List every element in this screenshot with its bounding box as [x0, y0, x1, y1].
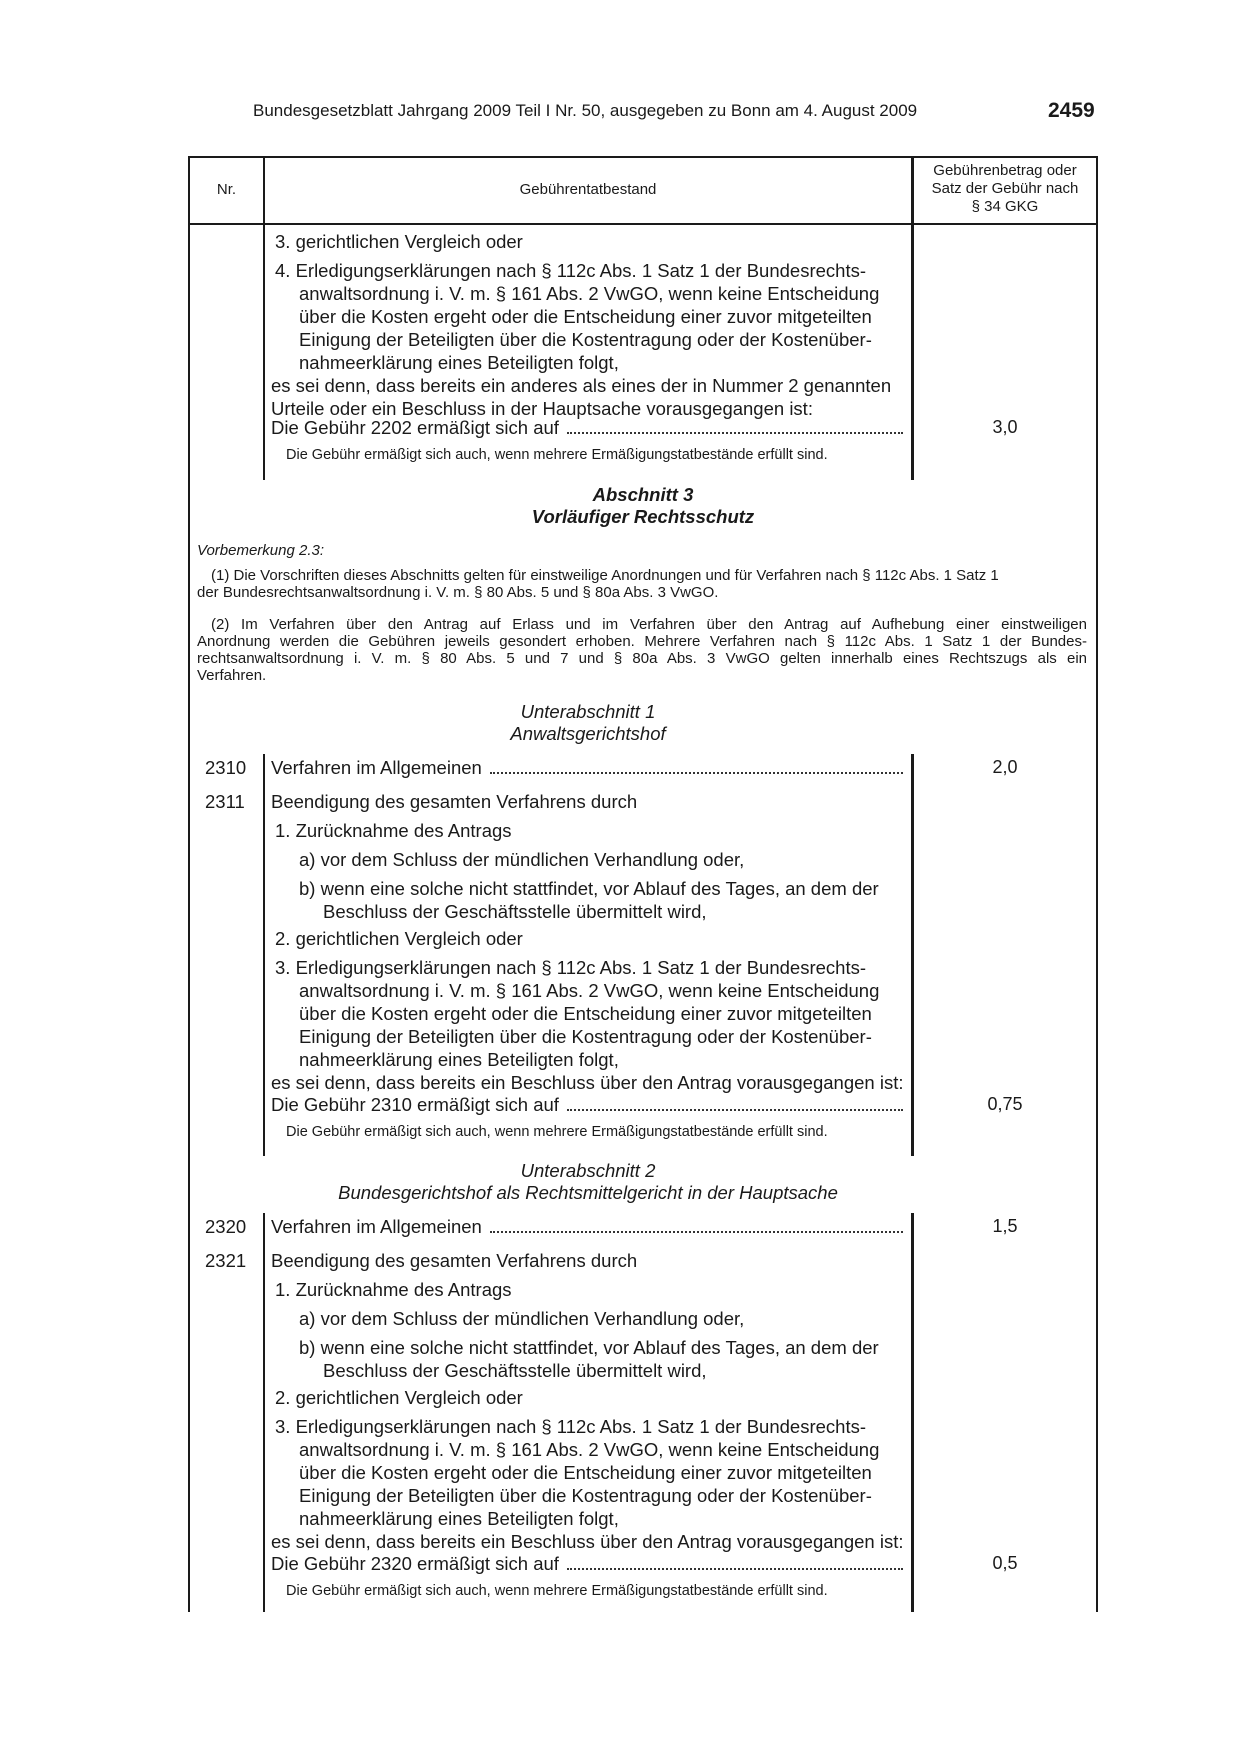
cont-item-3: 3. gerichtlichen Vergleich oder	[275, 231, 523, 252]
row-2310-desc	[271, 756, 907, 779]
prelim-para-2	[197, 616, 1087, 684]
col-header-fee-line3: § 34 GKG	[971, 198, 1039, 215]
running-title: Bundesgesetzblatt Jahrgang 2009 Teil I Nr. 50, ausgegeben zu Bonn am 4. August 2009	[253, 101, 918, 120]
cont-item-4	[275, 259, 879, 374]
prelim-para-2-line2: Anordnung werden die Gebühren jeweils gesondert erhoben. Mehrere Verfahren nach § 112c Abs. 1 Satz 1 der Bundes-	[197, 633, 1087, 650]
row-2321-fee-label: Die Gebühr 2320 ermäßigt sich auf	[271, 1553, 559, 1574]
col-header-desc: Gebührentatbestand	[519, 181, 657, 198]
row-2321-item-3-line5: nahmeerklärung eines Beteiligten folgt,	[299, 1508, 619, 1529]
subsection-2-title: Unterabschnitt 2	[520, 1160, 656, 1181]
prelim-para-2-line3: rechtsanwaltsordnung i. V. m. § 80 Abs. 5 und 7 und § 80a Abs. 3 VwGO gelten innerhalb eines Rechtszugs als ein	[197, 650, 1087, 667]
row-2321-item-3-line2: anwaltsordnung i. V. m. § 161 Abs. 2 VwGO, wenn keine Entscheidung	[299, 1439, 880, 1460]
cont-unless-line1: es sei denn, dass bereits ein anderes als eines der in Nummer 2 genannten	[271, 375, 892, 396]
subsection-1-subtitle: Anwaltsgerichtshof	[510, 723, 666, 744]
row-2310-label: Verfahren im Allgemeinen	[271, 757, 482, 778]
row-2311-fee-value: 0,75	[987, 1094, 1023, 1114]
row-2320-label: Verfahren im Allgemeinen	[271, 1216, 482, 1237]
row-2321-item-3-line3: über die Kosten ergeht oder die Entscheidung einer zuvor mitgeteilten	[299, 1462, 872, 1483]
cont-divider-left	[263, 224, 265, 480]
table-right-border	[1096, 156, 1098, 1612]
prelim-para-1-line2: der Bundesrechtsanwaltsordnung i. V. m. § 80 Abs. 5 und § 80a Abs. 3 VwGO.	[197, 584, 719, 601]
cont-item-4-line4: Einigung der Beteiligten über die Kostentragung oder der Kostenüber-	[299, 329, 872, 350]
subsection-1-title: Unterabschnitt 1	[520, 701, 656, 722]
row-2311-fee-row	[271, 1093, 907, 1116]
row-2311-item-3-line5: nahmeerklärung eines Beteiligten folgt,	[299, 1049, 619, 1070]
row-2311-note: Die Gebühr ermäßigt sich auch, wenn mehrere Ermäßigungstatbestände erfüllt sind.	[286, 1124, 828, 1140]
page-number: 2459	[1048, 99, 1095, 122]
row-2321-note: Die Gebühr ermäßigt sich auch, wenn mehrere Ermäßigungstatbestände erfüllt sind.	[286, 1583, 828, 1599]
cont-fee-value: 3,0	[992, 417, 1018, 437]
row-2311-item-1: 1. Zurücknahme des Antrags	[275, 820, 512, 841]
row-2311-item-3	[275, 956, 879, 1071]
row-2321-item-a: a) vor dem Schluss der mündlichen Verhandlung oder,	[299, 1308, 745, 1329]
row-2311-item-3-line2: anwaltsordnung i. V. m. § 161 Abs. 2 VwGO, wenn keine Entscheidung	[299, 980, 880, 1001]
row-2311-item-3-line1: 3. Erledigungserklärungen nach § 112c Abs. 1 Satz 1 der Bundesrechts-	[275, 957, 866, 978]
sub2-divider-left	[263, 1213, 265, 1612]
row-2311-item-a: a) vor dem Schluss der mündlichen Verhandlung oder,	[299, 849, 745, 870]
row-2311-nr: 2311	[205, 791, 245, 812]
cont-unless-line2: Urteile oder ein Beschluss in der Hauptsache vorausgegangen ist:	[271, 398, 813, 419]
row-2321-item-b-line2: Beschluss der Geschäftsstelle übermittelt wird,	[323, 1360, 707, 1381]
prelim-para-1	[197, 567, 1087, 601]
cont-fee-label: Die Gebühr 2202 ermäßigt sich auf	[271, 417, 559, 438]
row-2321-item-b	[299, 1336, 879, 1382]
row-2311-item-b	[299, 877, 879, 923]
row-2311-item-3-line3: über die Kosten ergeht oder die Entscheidung einer zuvor mitgeteilten	[299, 1003, 872, 1024]
subsection-2-subtitle: Bundesgerichtshof als Rechtsmittelgericht in der Hauptsache	[338, 1182, 838, 1203]
row-2311-item-3-line4: Einigung der Beteiligten über die Kostentragung oder der Kostenüber-	[299, 1026, 872, 1047]
row-2320-nr: 2320	[205, 1216, 247, 1237]
cont-divider-right	[911, 224, 914, 480]
cont-unless	[271, 374, 891, 420]
row-2321-fee-row	[271, 1552, 907, 1575]
row-2310-nr: 2310	[205, 757, 247, 778]
row-2311-item-b-line2: Beschluss der Geschäftsstelle übermittelt wird,	[323, 901, 707, 922]
col-header-fee-line1: Gebührenbetrag oder	[933, 162, 1077, 179]
row-2321-nr: 2321	[205, 1250, 247, 1271]
row-2320-desc	[271, 1215, 907, 1238]
row-2321-head: Beendigung des gesamten Verfahrens durch	[271, 1250, 638, 1271]
row-2321-item-1: 1. Zurücknahme des Antrags	[275, 1279, 512, 1300]
table-left-border	[188, 156, 190, 1612]
cont-fee-row	[271, 416, 907, 439]
row-2321-item-3-line1: 3. Erledigungserklärungen nach § 112c Abs. 1 Satz 1 der Bundesrechts-	[275, 1416, 866, 1437]
row-2310-value: 2,0	[992, 757, 1018, 777]
col-header-nr: Nr.	[216, 181, 237, 198]
sub1-divider-left	[263, 754, 265, 1156]
row-2321-item-2: 2. gerichtlichen Vergleich oder	[275, 1387, 523, 1408]
row-2321-item-b-line1: b) wenn eine solche nicht stattfindet, vor Ablauf des Tages, an dem der	[299, 1337, 879, 1358]
col-header-fee-line2: Satz der Gebühr nach	[931, 180, 1079, 197]
cont-item-4-line1: 4. Erledigungserklärungen nach § 112c Abs. 1 Satz 1 der Bundesrechts-	[275, 260, 866, 281]
row-2311-unless: es sei denn, dass bereits ein Beschluss über den Antrag vorausgegangen ist:	[271, 1072, 904, 1093]
cont-item-4-line5: nahmeerklärung eines Beteiligten folgt,	[299, 352, 619, 373]
prelim-label: Vorbemerkung 2.3:	[197, 542, 325, 559]
col-header-fee	[914, 162, 1096, 216]
row-2321-unless: es sei denn, dass bereits ein Beschluss über den Antrag vorausgegangen ist:	[271, 1531, 904, 1552]
row-2321-fee-value: 0,5	[992, 1553, 1018, 1573]
section-3-title: Abschnitt 3	[592, 484, 694, 505]
subsection-2-heading	[265, 1160, 911, 1204]
prelim-para-2-line4: Verfahren.	[197, 667, 267, 684]
prelim-para-2-line1: (2) Im Verfahren über den Antrag auf Erlass und im Verfahren über den Antrag auf Aufhebung einer einstweiligen	[211, 616, 1087, 633]
cont-note: Die Gebühr ermäßigt sich auch, wenn mehrere Ermäßigungstatbestände erfüllt sind.	[286, 447, 828, 463]
table-header-rule	[188, 223, 1098, 225]
row-2311-fee-label: Die Gebühr 2310 ermäßigt sich auf	[271, 1094, 559, 1115]
cont-item-4-line2: anwaltsordnung i. V. m. § 161 Abs. 2 VwGO, wenn keine Entscheidung	[299, 283, 880, 304]
row-2311-item-b-line1: b) wenn eine solche nicht stattfindet, vor Ablauf des Tages, an dem der	[299, 878, 879, 899]
row-2321-item-3	[275, 1415, 879, 1530]
section-3-heading	[190, 484, 1096, 528]
section-3-subtitle: Vorläufiger Rechtsschutz	[531, 506, 755, 527]
subsection-1-heading	[265, 701, 911, 745]
prelim-para-1-line1: (1) Die Vorschriften dieses Abschnitts gelten für einstweilige Anordnungen und für Verfahren nach § 112c Abs. 1 Satz 1	[211, 567, 999, 584]
row-2321-item-3-line4: Einigung der Beteiligten über die Kostentragung oder der Kostenüber-	[299, 1485, 872, 1506]
cont-item-4-line3: über die Kosten ergeht oder die Entscheidung einer zuvor mitgeteilten	[299, 306, 872, 327]
table-top-rule	[188, 156, 1098, 158]
row-2311-head: Beendigung des gesamten Verfahrens durch	[271, 791, 638, 812]
row-2320-value: 1,5	[992, 1216, 1018, 1236]
row-2311-item-2: 2. gerichtlichen Vergleich oder	[275, 928, 523, 949]
